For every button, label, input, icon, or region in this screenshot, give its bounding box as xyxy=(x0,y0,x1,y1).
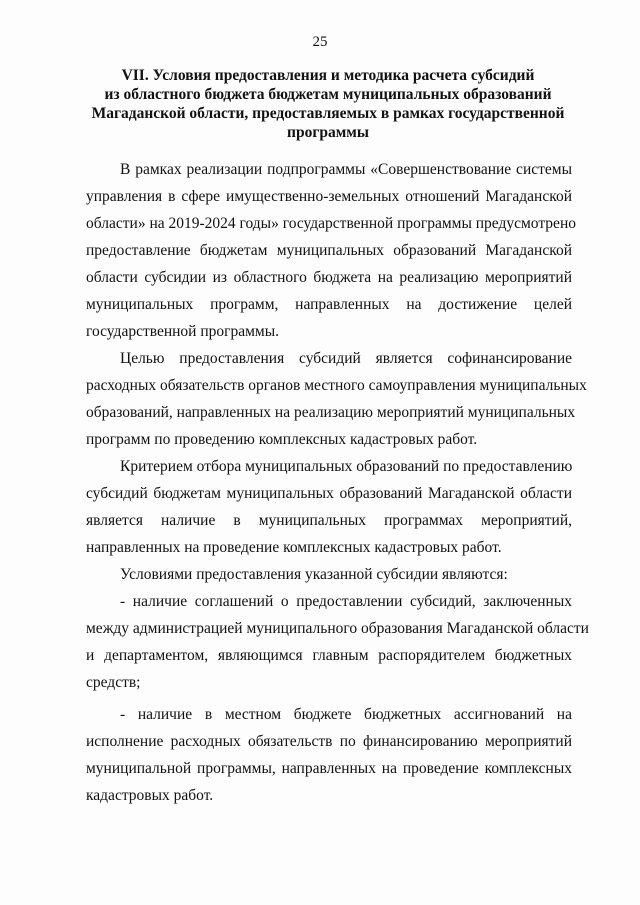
text-line: программ по проведению комплексных кадастровых работ. xyxy=(86,431,478,448)
text-line: и департаментом, являющимся главным распорядителем бюджетных xyxy=(86,647,572,664)
paragraph-condition-budget xyxy=(86,701,572,809)
text-line: является наличие в муниципальных программах мероприятий, xyxy=(86,512,572,529)
paragraph-conditions xyxy=(86,561,572,588)
text-line: Критерием отбора муниципальных образований по предоставлению xyxy=(120,458,573,475)
paragraph-goal xyxy=(86,345,587,453)
paragraph-criterion xyxy=(86,453,572,561)
text-line: муниципальных программ, направленных на достижение целей xyxy=(86,296,572,313)
text-line: Целью предоставления субсидий является софинансирование xyxy=(120,350,572,367)
text-line: государственной программы. xyxy=(86,323,280,340)
heading-line: VII. Условия предоставления и методика расчета субсидий xyxy=(121,67,535,84)
text-line: направленных на проведение комплексных кадастровых работ. xyxy=(86,539,502,556)
text-line: муниципальной программы, направленных на проведение комплексных xyxy=(86,760,572,777)
text-line: предоставление бюджетам муниципальных образований Магаданской xyxy=(86,242,572,259)
text-line: Условиями предоставления указанной субсидии являются: xyxy=(120,566,508,583)
text-line: средств; xyxy=(86,674,141,691)
heading-line: Магаданской области, предоставляемых в рамках государственной xyxy=(91,105,565,122)
text-line: В рамках реализации подпрограммы «Совершенствование системы xyxy=(120,161,572,178)
text-line: расходных обязательств органов местного самоуправления муниципальных xyxy=(86,377,587,394)
text-line: управления в сфере имущественно-земельных отношений Магаданской xyxy=(86,188,572,205)
text-line: области» на 2019-2024 годы» государственной программы предусмотрено xyxy=(86,215,576,232)
text-line: области субсидии из областного бюджета на реализацию мероприятий xyxy=(86,269,572,286)
text-line: между администрацией муниципального образования Магаданской области xyxy=(86,620,589,637)
text-line: - наличие соглашений о предоставлении субсидий, заключенных xyxy=(120,593,572,610)
section-heading xyxy=(86,66,570,142)
paragraph-condition-agreement xyxy=(86,588,589,696)
paragraph-subprogram xyxy=(86,156,576,345)
text-line: - наличие в местном бюджете бюджетных ассигнований на xyxy=(120,706,572,723)
text-line: исполнение расходных обязательств по финансированию мероприятий xyxy=(86,733,572,750)
text-line: субсидий бюджетам муниципальных образований Магаданской области xyxy=(86,485,572,502)
body-text xyxy=(86,156,589,809)
heading-line: из областного бюджета бюджетам муниципальных образований xyxy=(104,86,552,103)
page-number: 25 xyxy=(312,34,328,50)
text-line: кадастровых работ. xyxy=(86,787,214,804)
heading-line: программы xyxy=(287,124,369,141)
text-line: образований, направленных на реализацию мероприятий муниципальных xyxy=(86,404,576,421)
